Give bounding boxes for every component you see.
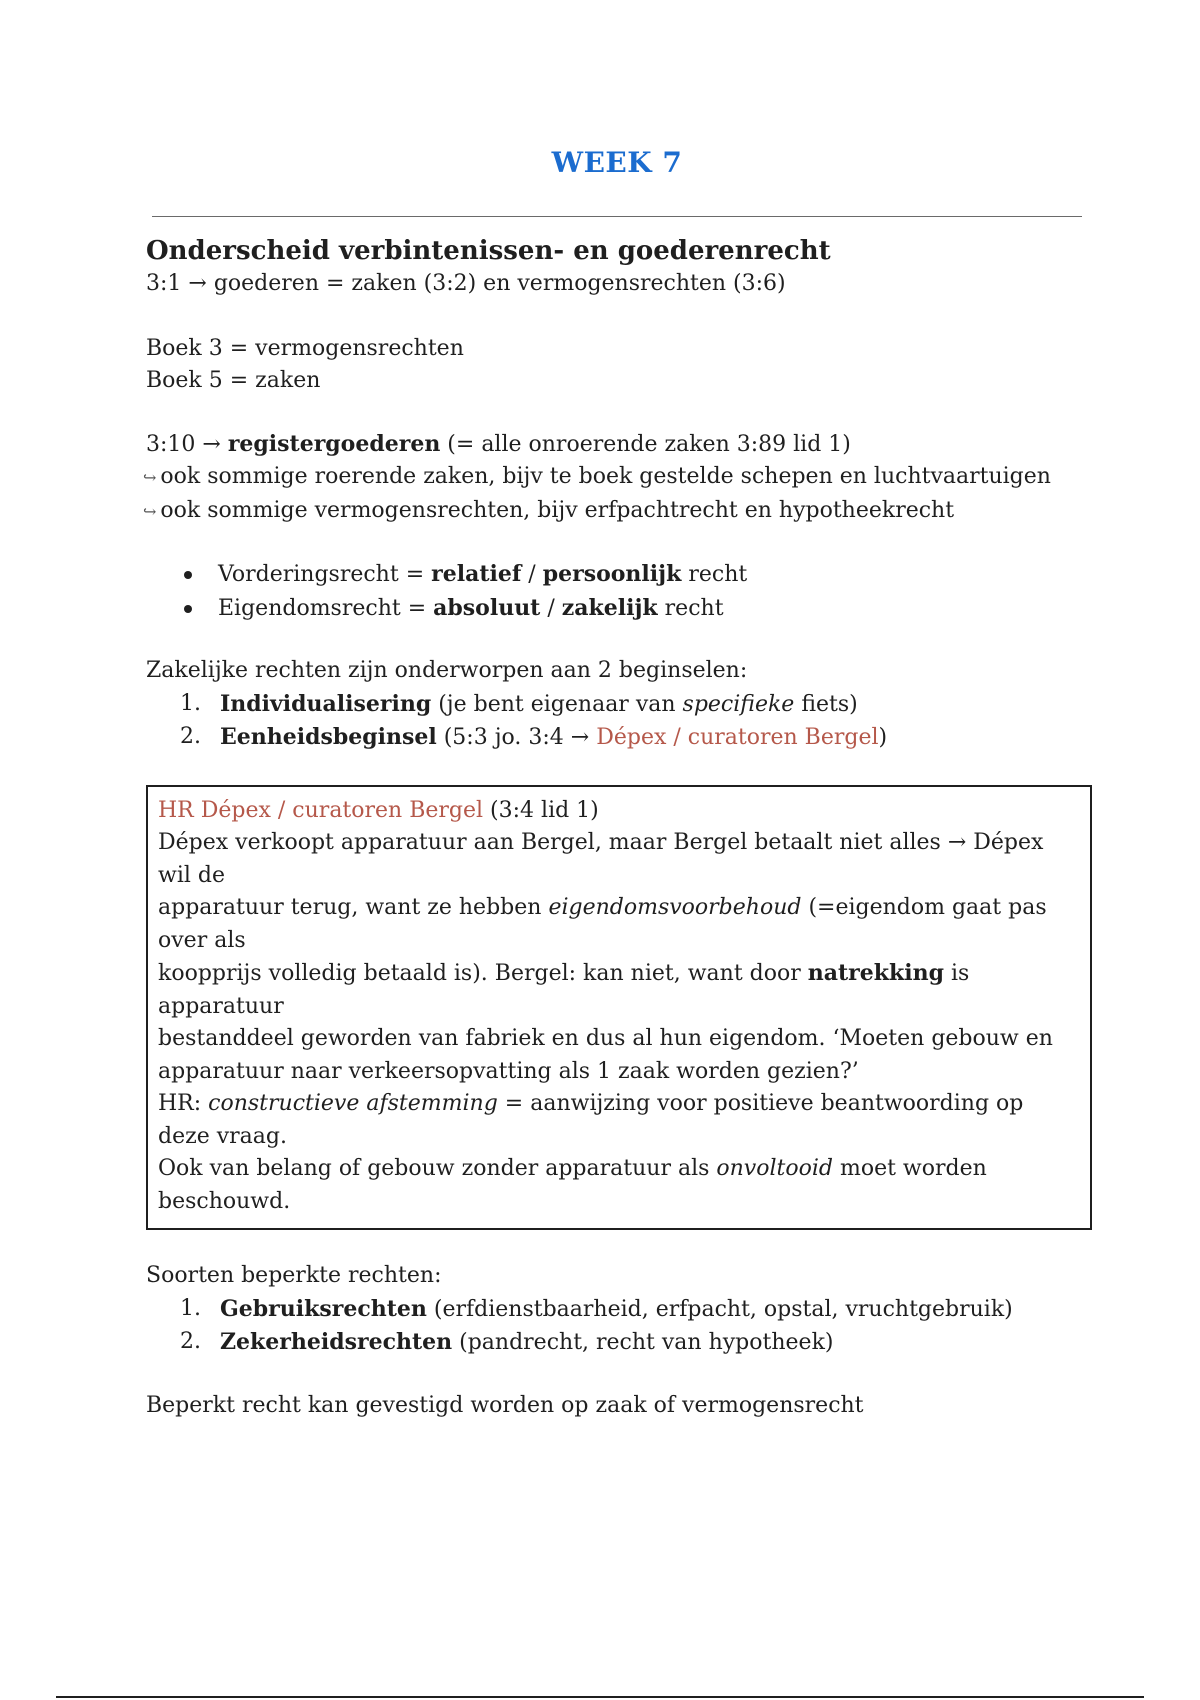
case-text-line: bestanddeel geworden van fabriek en dus al hun eigendom. ‘Moeten gebouw en xyxy=(158,1026,1053,1051)
page-bottom-rule xyxy=(56,1696,1144,1698)
hook-arrow-icon: ↪ xyxy=(143,468,157,487)
title-divider xyxy=(152,216,1082,217)
case-text-line: Dépex verkoopt apparatuur aan Bergel, maar Bergel betaalt niet alles → Dépex wil de xyxy=(158,830,1044,888)
hook-arrow-icon: ↪ xyxy=(143,501,157,521)
boek5-line: Boek 5 = zaken xyxy=(146,368,321,393)
case-title: HR Dépex / curatoren Bergel (3:4 lid 1) xyxy=(158,797,599,823)
bullet-icon xyxy=(184,605,192,613)
section-heading: Onderscheid verbintenissen- en goederenrecht xyxy=(146,236,831,266)
closing-line: Beperkt recht kan gevestigd worden op zaak of vermogensrecht xyxy=(146,1392,864,1418)
bullet-icon xyxy=(184,571,192,579)
list-item: Vorderingsrecht = relatief / persoonlijk recht xyxy=(184,558,1096,592)
boek3-line: Boek 3 = vermogensrechten xyxy=(146,335,464,361)
list-item: 1. Gebruiksrechten (erfdienstbaarheid, erfpacht, opstal, vruchtgebruik) xyxy=(180,1295,1013,1322)
case-text-line: apparatuur naar verkeersopvatting als 1 zaak worden gezien?’ xyxy=(158,1058,859,1084)
case-text-line: apparatuur terug, want ze hebben eigendomsvoorbehoud (=eigendom gaat pas over als xyxy=(158,895,1047,953)
page-title: WEEK 7 xyxy=(551,146,683,179)
rights-bullet-list xyxy=(146,558,1096,625)
document-body xyxy=(143,234,1096,1422)
beginselen-intro: Zakelijke rechten zijn onderworpen aan 2 beginselen: xyxy=(146,658,748,683)
list-item: 2. Zekerheidsrechten (pandrecht, recht van hypotheek) xyxy=(180,1329,834,1355)
case-text-line: HR: constructieve afstemming = aanwijzing voor positieve beantwoording op deze vraag. xyxy=(158,1091,1024,1149)
list-item: 1. Individualisering (je bent eigenaar van specifieke fiets) xyxy=(180,690,858,717)
goederen-line: 3:1 → goederen = zaken (3:2) en vermogensrechten (3:6) xyxy=(146,271,786,296)
list-item: Eigendomsrecht = absoluut / zakelijk recht xyxy=(184,592,1096,626)
register-sub-2: ↪ ook sommige vermogensrechten, bijv erfpachtrecht en hypotheekrecht xyxy=(143,497,955,523)
beginselen-list xyxy=(146,688,1096,755)
case-box xyxy=(146,785,1092,1231)
case-reference-link: Dépex / curatoren Bergel xyxy=(596,725,879,750)
case-text-line: Ook van belang of gebouw zonder apparatuur als onvoltooid moet worden beschouwd. xyxy=(158,1156,987,1214)
case-text-line: koopprijs volledig betaald is). Bergel: kan niet, want door natrekking is apparatuur xyxy=(158,960,970,1019)
registergoederen-line: 3:10 → registergoederen (= alle onroerende zaken 3:89 lid 1) xyxy=(146,430,851,457)
register-sub-1: ↪ ook sommige roerende zaken, bijv te boek gestelde schepen en luchtvaartuigen xyxy=(143,464,1051,489)
soorten-list xyxy=(146,1293,1096,1360)
soorten-intro: Soorten beperkte rechten: xyxy=(146,1263,442,1288)
list-item: 2. Eenheidsbeginsel (5:3 jo. 3:4 → Dépex / curatoren Bergel) xyxy=(180,724,888,750)
